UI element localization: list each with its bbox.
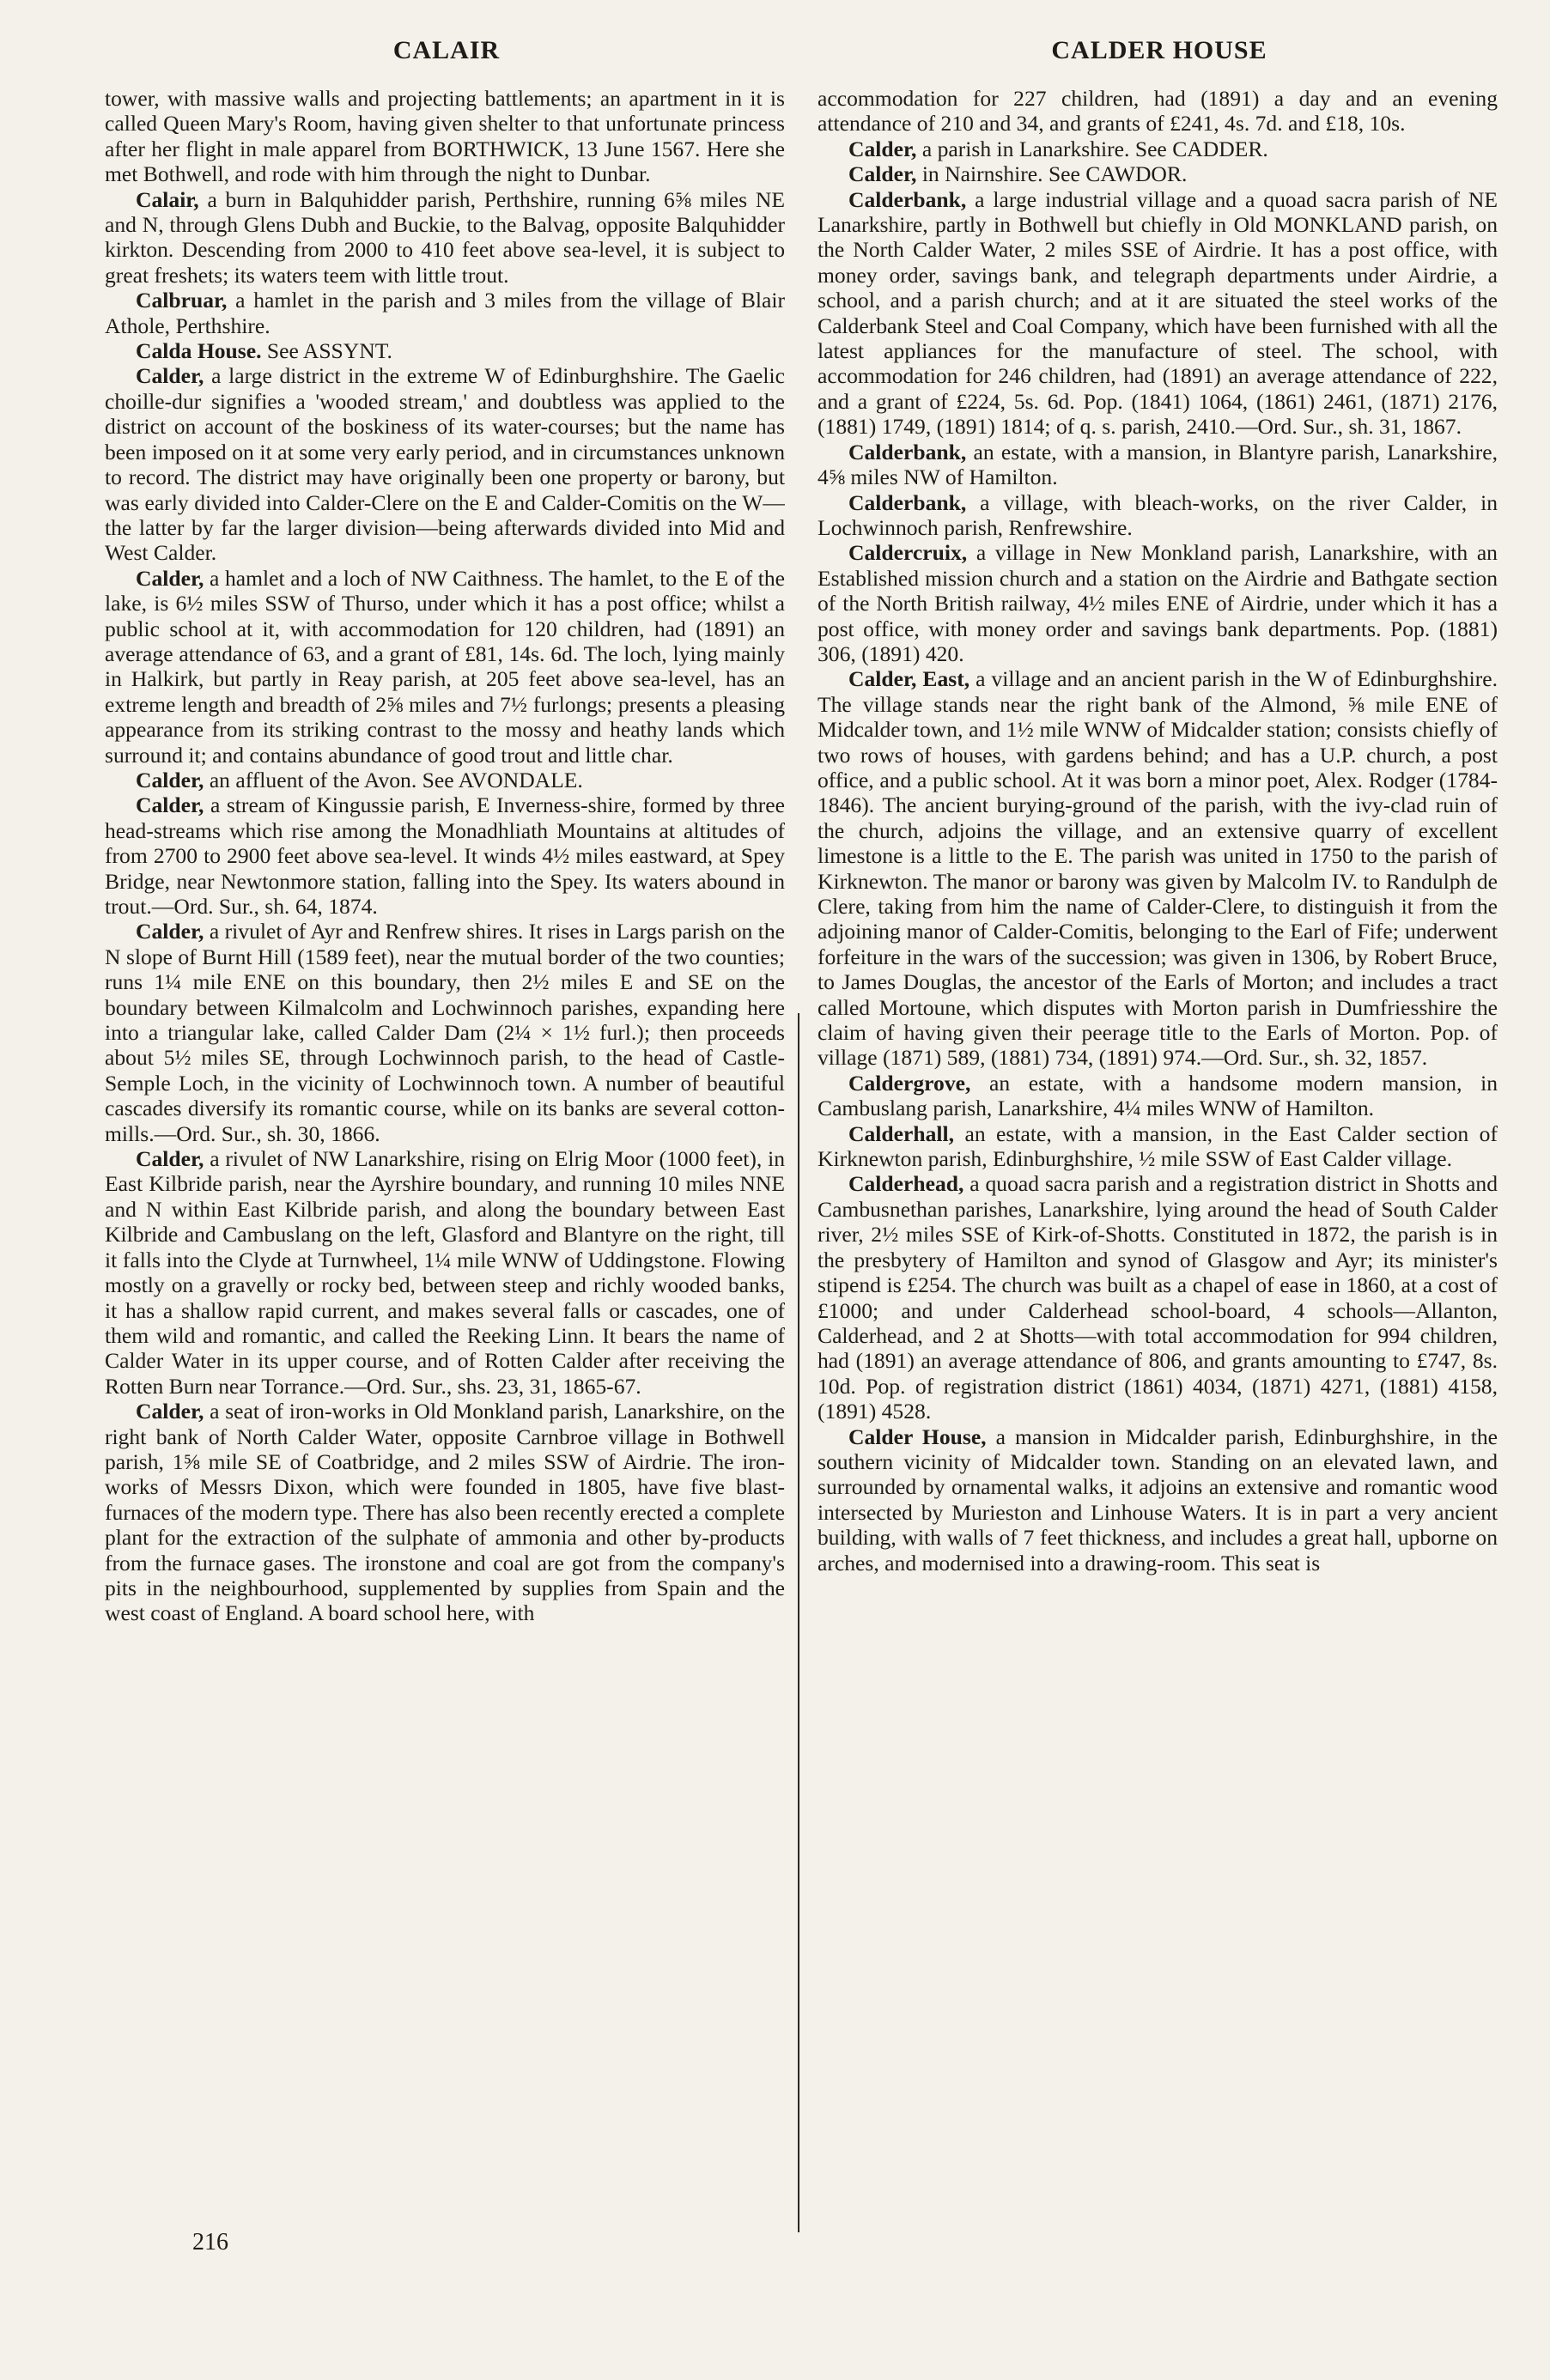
entry-text: a stream of Kingussie parish, E Inverness-shire, formed by three head-streams which rise among the Monadhliath Mountains at altitudes of from 2700 to 2900 feet above sea-level. It winds 4½ miles eastward, at Spey Bridge, near Newtonmore station, falling into the Spey. Its waters abound in trout.—Ord. Sur., sh. 64, 1874.: [105, 792, 785, 919]
entry-text: a rivulet of Ayr and Renfrew shires. It rises in Largs parish on the N slope of Burnt Hill (1589 feet), near the mutual border of the two counties; runs 1¼ mile ENE on this boundary, then 2½ miles E and SE on the boundary between Kilmalcolm and Lochwinnoch parishes, expanding here into a triangular lake, called Calder Dam (2¼ × 1½ furl.); then proceeds about 5½ miles SE, through Lochwinnoch parish, to the head of Castle-Semple Loch, in the vicinity of Lochwinnoch town. A number of beautiful cascades diversify its romantic course, while on its banks are several cotton-mills.—Ord. Sur., sh. 30, 1866.: [105, 919, 785, 1146]
gazetteer-entry: [818, 440, 1498, 490]
entry-text: an estate, with a mansion, in the East Calder section of Kirknewton parish, Edinburghshire, ½ mile SSW of East Calder village.: [818, 1120, 1498, 1172]
entry-text: a large industrial village and a quoad sacra parish of NE Lanarkshire, partly in Bothwell but chiefly in Old MONKLAND parish, on the North Calder Water, 2 miles SSE of Airdrie. It has a post office, with money order, savings bank, and telegraph departments under Airdrie, a school, and a parish church; and at it are situated the steel works of the Calderbank Steel and Coal Company, which have been furnished with all the latest appliances for the manufacture of steel. The school, with accommodation for 246 children, had (1891) an average attendance of 222, and a grant of £224, 5s. 6d. Pop. (1841) 1064, (1861) 2461, (1871) 2176, (1881) 1749, (1891) 1814; of q. s. parish, 2410.—Ord. Sur., sh. 31, 1867.: [818, 186, 1498, 440]
gazetteer-entry: [818, 490, 1498, 541]
entry-text: in Nairnshire. See CAWDOR.: [921, 161, 1188, 187]
gazetteer-entry: [818, 137, 1498, 161]
entry-headword: Calder,: [848, 136, 917, 161]
entry-text: an estate, with a mansion, in Blantyre parish, Lanarkshire, 4⅝ miles NW of Hamilton.: [818, 439, 1498, 490]
entry-headword: Calair,: [136, 186, 199, 212]
right-column: [818, 86, 1498, 2232]
column-rule: [798, 1013, 799, 2232]
gazetteer-entry: [818, 187, 1498, 440]
entry-headword: Calbruar,: [136, 288, 228, 313]
gazetteer-entry: [818, 86, 1498, 137]
gazetteer-entry: [818, 1071, 1498, 1121]
gazetteer-entry: [818, 161, 1498, 186]
gazetteer-entry: [105, 1146, 785, 1399]
gazetteer-entry: [105, 187, 785, 288]
running-head-left: CALAIR: [392, 36, 501, 64]
entry-text: a village and an ancient parish in the W of Edinburghshire. The village stands near the right bank of the Almond, ⅝ mile ENE of Midcalder town, and 1½ mile WNW of Midcalder station; consists chiefly of two rows of houses, with gardens behind; and has a U.P. church, a post office, and a public school. At it was born a minor poet, Alex. Rodger (1784-1846). The ancient burying-ground of the parish, with the ivy-clad ruin of the church, adjoins the village, and an extensive quarry of excellent limestone is a little to the E. The parish was united in 1750 to the parish of Kirknewton. The manor or barony was given by Malcolm IV. to Randulph de Clere, taking from him the name of Calder-Clere, to distinguish it from the adjoining manor of Calder-Comitis, belonging to the Earl of Fife; underwent forfeiture in the wars of the succession; was given in 1306, by Robert Bruce, to James Douglas, the ancestor of the Earls of Morton; and includes a tract called Mortoune, which disputes with Morton parish in Dumfriesshire the claim of having given their peerage title to the Earls of Morton. Pop. of village (1871) 589, (1881) 734, (1891) 974.—Ord. Sur., sh. 32, 1857.: [818, 666, 1498, 1071]
entry-text: a burn in Balquhidder parish, Perthshire, running 6⅝ miles NE and N, through Glens Dubh and Buckie, to the Balvag, opposite Balquhidder kirkton. Descending from 2000 to 410 feet above sea-level, it is subject to great freshets; its waters teem with little trout.: [105, 186, 785, 288]
entry-headword: Calderbank,: [848, 186, 967, 212]
entry-headword: Calder,: [136, 363, 204, 389]
gazetteer-entry: [105, 288, 785, 338]
left-column: [105, 86, 785, 2232]
gazetteer-entry: [105, 919, 785, 1146]
entry-text: tower, with massive walls and projecting battlements; an apartment in it is called Queen Mary's Room, having given shelter to that unfortunate princess after her flight in male apparel from BORTHWICK, 13 June 1567. Here she met Bothwell, and rode with him through the night to Dunbar.: [105, 86, 785, 187]
entry-text: a seat of iron-works in Old Monkland parish, Lanarkshire, on the right bank of North Calder Water, opposite Carnbroe village in Bothwell parish, 1⅝ mile SE of Coatbridge, and 2 miles SSW of Airdrie. The iron-works of Messrs Dixon, which were founded in 1805, have five blast-furnaces of the modern type. There has also been recently erected a complete plant for the extraction of the sulphate of ammonia and other by-products from the furnace gases. The ironstone and coal are got from the company's pits in the neighbourhood, supplemented by supplies from Spain and the west coast of England. A board school here, with: [105, 1399, 785, 1626]
entry-text: an estate, with a handsome modern mansion, in Cambuslang parish, Lanarkshire, 4¼ miles WNW of Hamilton.: [818, 1070, 1498, 1121]
entry-text: a rivulet of NW Lanarkshire, rising on Elrig Moor (1000 feet), in East Kilbride parish, near the Ayrshire boundary, and running 10 miles NNE and N within East Kilbride parish, and along the boundary between East Kilbride and Cambuslang on the left, Glasford and Blantyre on the right, till it falls into the Clyde at Turnwheel, 1¼ mile WNW of Uddingstone. Flowing mostly on a gravelly or rocky bed, between steep and richly wooded banks, it has a shallow rapid current, and makes several falls or cascades, one of them wild and romantic, and called the Reeking Linn. It bears the name of Calder Water in its upper course, and of Rotten Calder after receiving the Rotten Burn near Torrance.—Ord. Sur., shs. 23, 31, 1865-67.: [105, 1146, 785, 1399]
gazetteer-entry: [818, 1424, 1498, 1576]
gazetteer-entry: [105, 566, 785, 768]
entry-headword: Caldercruix,: [848, 540, 968, 566]
entry-text: a parish in Lanarkshire. See CADDER.: [921, 136, 1268, 161]
gazetteer-entry: [105, 768, 785, 792]
gazetteer-entry: [818, 1121, 1498, 1172]
gazetteer-entry: [818, 1171, 1498, 1424]
entry-headword: Calderbank,: [848, 489, 967, 515]
gazetteer-entry: [105, 1399, 785, 1626]
entry-text: a mansion in Midcalder parish, Edinburghshire, in the southern vicinity of Midcalder town. Standing on an elevated lawn, and surrounded by ornamental walks, it adjoins an extensive and romantic wood intersected by Murieston and Linhouse Waters. It is in part a very ancient building, with walls of 7 feet thickness, and includes a great hall, upborne on arches, and modernised into a drawing-room. This seat is: [818, 1424, 1498, 1576]
entry-text: See ASSYNT.: [266, 338, 392, 364]
entry-headword: Calder,: [136, 792, 204, 818]
entry-text: a hamlet and a loch of NW Caithness. The hamlet, to the E of the lake, is 6½ miles SSW of Thurso, under which it has a post office; whilst a public school at it, with accommodation for 120 children, had (1891) an average attendance of 63, and a grant of £81, 14s. 6d. The loch, lying mainly in Halkirk, but partly in Reay parish, at 205 feet above sea-level, has an extreme length and breadth of 2⅝ miles and 7½ furlongs; presents a pleasing appearance from its striking contrast to the mossy and heathy lands which surround it; and contains abundance of good trout and little char.: [105, 565, 785, 768]
gazetteer-entry: [818, 666, 1498, 1071]
entry-text: a large district in the extreme W of Edinburghshire. The Gaelic choille-dur signifies a 'wooded stream,' and doubtless was applied to the district on account of the boskiness of its water-courses; but the name has been imposed on it at some very early period, and in circumstances unknown to record. The district may have originally been one property or barony, but was early divided into Calder-Clere on the E and Calder-Comitis on the W—the latter by far the larger division—being afterwards divided into Mid and West Calder.: [105, 363, 785, 566]
entry-headword: Calder,: [848, 161, 917, 187]
entry-text: accommodation for 227 children, had (1891) a day and an evening attendance of 210 and 34, and grants of £241, 4s. 7d. and £18, 10s.: [818, 86, 1498, 137]
entry-text: a hamlet in the parish and 3 miles from the village of Blair Athole, Perthshire.: [105, 288, 785, 338]
running-head-right: CALDER HOUSE: [1051, 36, 1267, 64]
entry-headword: Calderhead,: [848, 1171, 964, 1197]
entry-headword: Calder House,: [848, 1424, 987, 1449]
gazetteer-entry: [818, 540, 1498, 666]
entry-text: a village in New Monkland parish, Lanarkshire, with an Established mission church and a station on the Airdrie and Bathgate section of the North British railway, 4½ miles ENE of Airdrie, under which it has a post office, with money order and savings bank departments. Pop. (1881) 306, (1891) 420.: [818, 540, 1498, 666]
entry-text: an affluent of the Avon. See AVONDALE.: [209, 767, 583, 792]
entry-headword: Calda House.: [136, 338, 262, 364]
gazetteer-entry: [105, 792, 785, 919]
gazetteer-entry: [105, 86, 785, 187]
page-number: 216: [192, 2229, 228, 2256]
entry-headword: Calder,: [136, 1399, 204, 1424]
entry-headword: Calder,: [136, 919, 204, 944]
entry-text: a quoad sacra parish and a registration district in Shotts and Cambusnethan parishes, Lanarkshire, lying around the head of South Calder river, 2½ miles SSE of Kirk-of-Shotts. Constituted in 1872, the parish is in the presbytery of Hamilton and synod of Glasgow and Ayr; its minister's stipend is £254. The church was built as a chapel of ease in 1860, at a cost of £1000; and under Calderhead school-board, 4 schools—Allanton, Calderhead, and 2 at Shotts—with total accommodation for 994 children, had (1891) an average attendance of 806, and grants amounting to £747, 8s. 10d. Pop. of registration district (1861) 4034, (1871) 4271, (1881) 4158, (1891) 4528.: [818, 1171, 1498, 1424]
entry-headword: Caldergrove,: [848, 1070, 971, 1096]
entry-headword: Calder,: [136, 1146, 204, 1172]
entry-headword: Calder,: [136, 767, 204, 792]
entry-headword: Calderbank,: [848, 439, 967, 464]
entry-headword: Calderhall,: [848, 1120, 954, 1146]
entry-text: a village, with bleach-works, on the river Calder, in Lochwinnoch parish, Renfrewshire.: [818, 489, 1498, 540]
gazetteer-entry: [105, 338, 785, 363]
entry-headword: Calder, East,: [848, 666, 970, 692]
entry-headword: Calder,: [136, 565, 204, 591]
gazetteer-entry: [105, 363, 785, 565]
